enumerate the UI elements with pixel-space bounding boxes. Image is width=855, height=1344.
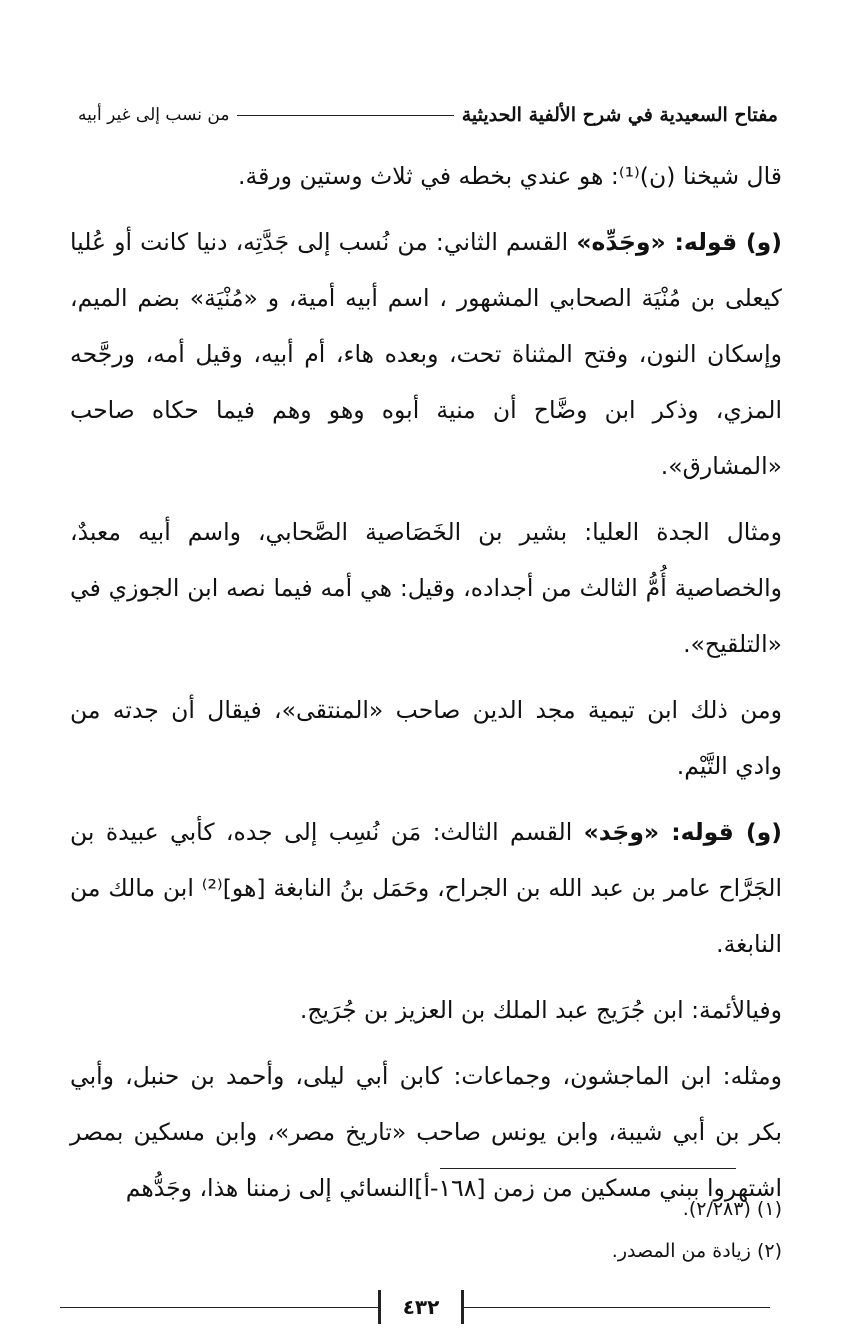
paragraph <box>70 148 782 204</box>
paragraph <box>70 804 782 972</box>
page-number: ٤٣٢ <box>378 1290 464 1324</box>
paragraph-text: ومن ذلك ابن تيمية مجد الدين صاحب «المنتقى»، فيقال أن جدته من وادي التَّيْم. <box>70 696 782 780</box>
book-title: مفتاح السعيدية في شرح الألفية الحديثية <box>461 104 778 126</box>
paragraph <box>70 682 782 794</box>
paragraph-text: ومثال الجدة العليا: بشير بن الخَصَاصية الصَّحابي، واسم أبيه معبدٌ، والخصاصية أُمُّ الثالث من أجداده، وقيل: هي أمه فيما نصه ابن الجوزي في «التلقيح». <box>70 518 782 658</box>
header-rule <box>237 115 453 116</box>
paragraph-text: وفيالأئمة: ابن جُرَيج عبد الملك بن العزيز بن جُرَيج. <box>299 996 782 1024</box>
paragraph <box>70 214 782 494</box>
section-title: من نسب إلى غير أبيه <box>78 105 230 125</box>
footnote: (٢) زيادة من المصدر. <box>611 1240 782 1262</box>
footnote: (١) (٢/٢٨٣). <box>682 1198 782 1220</box>
page-number-band <box>60 1290 770 1326</box>
footnotes <box>70 1188 782 1272</box>
paragraph-lead: (و) قوله: «وجَد» <box>583 818 782 846</box>
paragraph-text: قال شيخنا (ن)⁽¹⁾: هو عندي بخطه في ثلاث وستين ورقة. <box>238 162 782 190</box>
paragraph-text: القسم الثاني: من نُسب إلى جَدَّتِه، دنيا كانت أو عُليا كيعلى بن مُنْيَة الصحابي المشهور ، اسم أبيه أمية، و «مُنْيَة» بضم الميم، وإسكان النون، وفتح المثناة تحت، وبعده هاء، أم أبيه، وقيل أمه، ورجَّحه المزي، وذكر ابن وضَّاح أن منية أبوه وهو وهم فيما حكاه صاحب «المشارق». <box>70 228 782 480</box>
running-header <box>78 100 778 130</box>
paragraph-lead: (و) قوله: «وجَدِّه» <box>576 228 783 256</box>
paragraph <box>70 982 782 1038</box>
paragraph-text: ومثله: ابن الماجشون، وجماعات: كابن أبي ليلى، وأحمد بن حنبل، وأبي بكر بن أبي شيبة، وابن يونس صاحب «تاريخ مصر»، وابن مسكين بمصر اشتهروا ببني مسكين من زمن [١٦٨-أ]النسائي إلى زمننا هذا، وجَدُّهم <box>70 1062 782 1202</box>
footnote-separator <box>440 1168 736 1169</box>
body-text <box>70 148 782 1226</box>
paragraph-text: القسم الثالث: مَن نُسِب إلى جده، كأبي عبيدة بن الجَرَّاح عامر بن عبد الله بن الجراح، وحَمَل بنُ النابغة [هو]⁽²⁾ ابن مالك من النابغة. <box>70 818 782 958</box>
paragraph <box>70 504 782 672</box>
